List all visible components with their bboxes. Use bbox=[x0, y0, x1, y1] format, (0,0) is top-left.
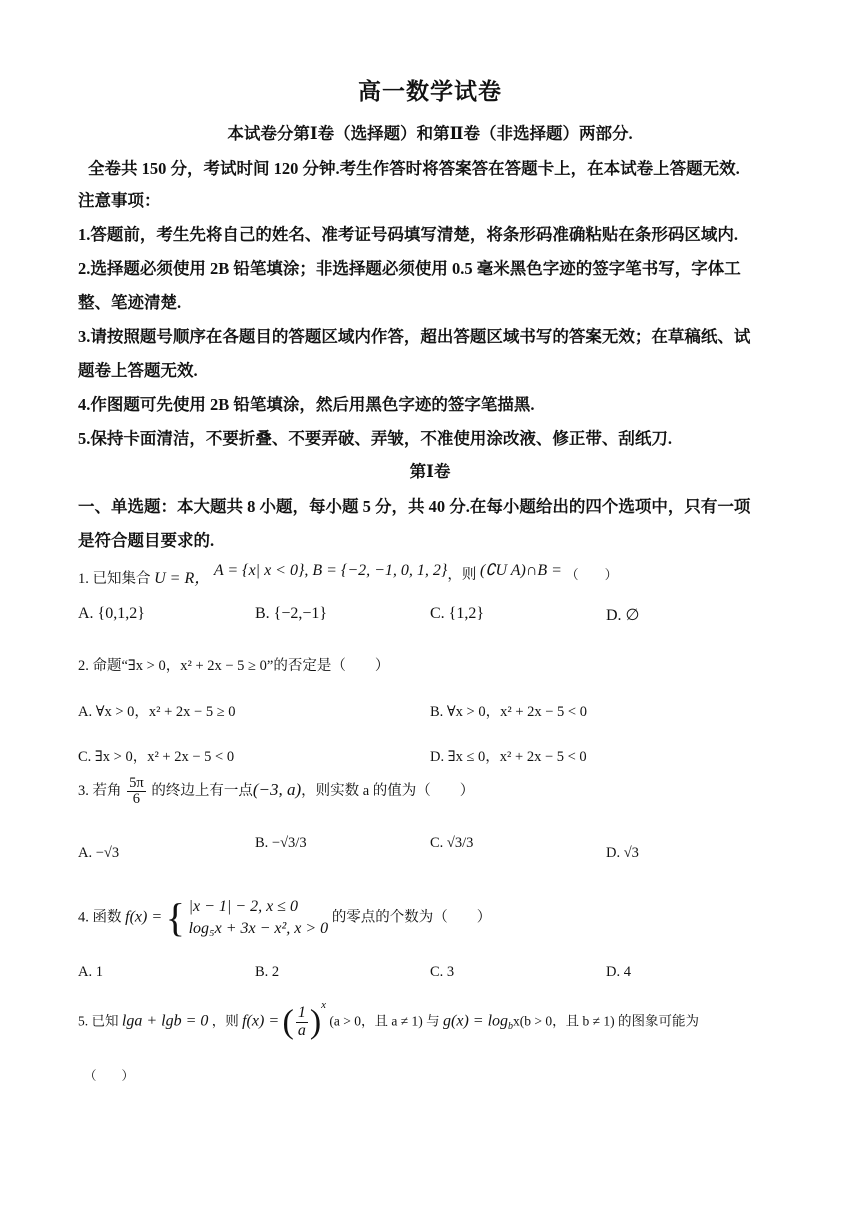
q5-fraction bbox=[296, 1005, 308, 1040]
note-5: 5.保持卡面清洁，不要折叠、不要弄破、弄皱，不准使用涂改液、修正带、刮纸刀. bbox=[78, 429, 672, 448]
exam-subtitle: 本试卷分第Ⅰ卷（选择题）和第Ⅱ卷（非选择题）两部分. bbox=[227, 124, 633, 143]
q5-condition: lga + lgb = 0 bbox=[121, 1012, 209, 1030]
q3-option-d[interactable]: D. √3 bbox=[606, 845, 639, 861]
q3-point: (−3, a) bbox=[252, 780, 302, 800]
q4-suffix: 的零点的个数为（ ） bbox=[331, 909, 492, 926]
q5-prefix: 5. 已知 bbox=[78, 1013, 119, 1029]
q4-case-1: |x − 1| − 2, x ≤ 0 bbox=[188, 898, 298, 915]
question-3-stem bbox=[78, 776, 474, 807]
section-title: 第Ⅰ卷 bbox=[409, 462, 451, 481]
q5-blank: （ ） bbox=[84, 1069, 135, 1083]
q1-sets: A = {x| x < 0}, B = {−2, −1, 0, 1, 2} bbox=[213, 562, 448, 579]
q4-prefix: 4. 函数 bbox=[78, 909, 122, 926]
q1-expression: (∁U A)∩B = bbox=[479, 562, 562, 579]
question-2-stem: 2. 命题“∃x > 0，x² + 2x − 5 ≥ 0”的否定是（ ） bbox=[78, 658, 390, 674]
q4-brace: { bbox=[165, 895, 185, 940]
q3-option-a[interactable]: A. −√3 bbox=[78, 845, 120, 861]
q1-option-c[interactable]: C. {1,2} bbox=[430, 605, 485, 622]
note-4: 4.作图题可先使用 2B 铅笔填涂，然后用黑色字迹的签字笔描黑. bbox=[78, 395, 535, 414]
q5-log-base: b bbox=[508, 1021, 514, 1033]
part1-heading-line-1: 一、单选题：本大题共 8 小题，每小题 5 分，共 40 分.在每小题给出的四个选项中，只有一项 bbox=[78, 497, 751, 516]
q1-option-b[interactable]: B. {−2,−1} bbox=[255, 605, 328, 622]
q5-function-g: g(x) = log bbox=[443, 1012, 509, 1030]
q1-ask: ，则 bbox=[447, 567, 477, 583]
q5-fraction-numerator: 1 bbox=[297, 1004, 306, 1021]
q2-option-d[interactable]: D. ∃x ≤ 0，x² + 2x − 5 < 0 bbox=[430, 749, 587, 765]
q5-mid2: (a > 0，且 a ≠ 1) 与 bbox=[329, 1013, 440, 1029]
notes-heading: 注意事项： bbox=[78, 191, 161, 210]
note-3-line-1: 3.请按照题号顺序在各题目的答题区域内作答，超出答题区域书写的答案无效；在草稿纸、试 bbox=[78, 327, 751, 346]
note-2-line-1: 2.选择题必须使用 2B 铅笔填涂；非选择题必须使用 0.5 毫米黑色字迹的签字笔书写，字体工 bbox=[78, 259, 741, 278]
page-title: 高一数学试卷 bbox=[358, 79, 502, 104]
q3-suffix: ，则实数 a 的值为（ ） bbox=[301, 783, 475, 800]
q3-option-b[interactable]: B. −√3/3 bbox=[255, 835, 307, 851]
question-1-stem bbox=[78, 562, 618, 588]
q2-option-a[interactable]: A. ∀x > 0，x² + 2x − 5 ≥ 0 bbox=[78, 704, 236, 720]
q4-function: f(x) = bbox=[125, 908, 163, 926]
q3-middle: 的终边上有一点 bbox=[151, 783, 253, 800]
q4-piecewise bbox=[189, 896, 329, 940]
q2-option-c[interactable]: C. ∃x > 0，x² + 2x − 5 < 0 bbox=[78, 749, 235, 765]
q3-angle-fraction bbox=[127, 776, 146, 807]
q4-option-b[interactable]: B. 2 bbox=[255, 964, 280, 980]
note-3-line-2: 题卷上答题无效. bbox=[78, 361, 198, 380]
q5-exponent: x bbox=[321, 998, 327, 1011]
q4-option-d[interactable]: D. 4 bbox=[606, 964, 631, 980]
q1-universal-set: U = R， bbox=[154, 570, 211, 587]
q3-option-c[interactable]: C. √3/3 bbox=[430, 835, 474, 851]
question-5-stem: 5. 已知 lga + lgb = 0 ，则 f(x) = ( $\frac{1}{a}$ )$^x$ (a > 0，且 a ≠ 1) 与 $g(x) = \log_bx(b > 0$，且 b ≠ 1) 的图象可能为 bbox=[78, 998, 700, 1041]
q4-case-2: log₅x + 3x − x², x > 0 bbox=[188, 920, 329, 937]
exam-intro: 全卷共 150 分，考试时间 120 分钟.考生作答时将答案答在答题卡上，在本试卷上答题无效. bbox=[88, 159, 740, 178]
q5-function-f: f(x) = bbox=[242, 1012, 280, 1030]
q1-option-d[interactable]: D. ∅ bbox=[606, 607, 640, 624]
q1-blank: （ ） bbox=[565, 567, 618, 582]
q3-angle-numerator: 5π bbox=[129, 775, 144, 791]
q5-fraction-denominator: a bbox=[297, 1021, 306, 1039]
note-2-line-2: 整、笔迹清楚. bbox=[78, 293, 182, 312]
q5-mid1: ，则 bbox=[211, 1013, 239, 1029]
q3-angle-denominator: 6 bbox=[132, 791, 141, 808]
q5-tail: x(b > 0，且 b ≠ 1) 的图象可能为 bbox=[513, 1013, 700, 1029]
part1-heading-line-2: 是符合题目要求的. bbox=[78, 531, 215, 550]
q1-option-a[interactable]: A. {0,1,2} bbox=[78, 605, 145, 622]
question-4-stem bbox=[78, 896, 491, 940]
q2-option-b[interactable]: B. ∀x > 0，x² + 2x − 5 < 0 bbox=[430, 704, 587, 720]
q4-option-c[interactable]: C. 3 bbox=[430, 964, 455, 980]
q4-option-a[interactable]: A. 1 bbox=[78, 964, 103, 980]
note-1: 1.答题前，考生先将自己的姓名、准考证号码填写清楚，将条形码准确粘贴在条形码区域内. bbox=[78, 225, 738, 244]
q1-prefix: 1. 已知集合 bbox=[78, 571, 151, 587]
q3-prefix: 3. 若角 bbox=[78, 783, 122, 800]
